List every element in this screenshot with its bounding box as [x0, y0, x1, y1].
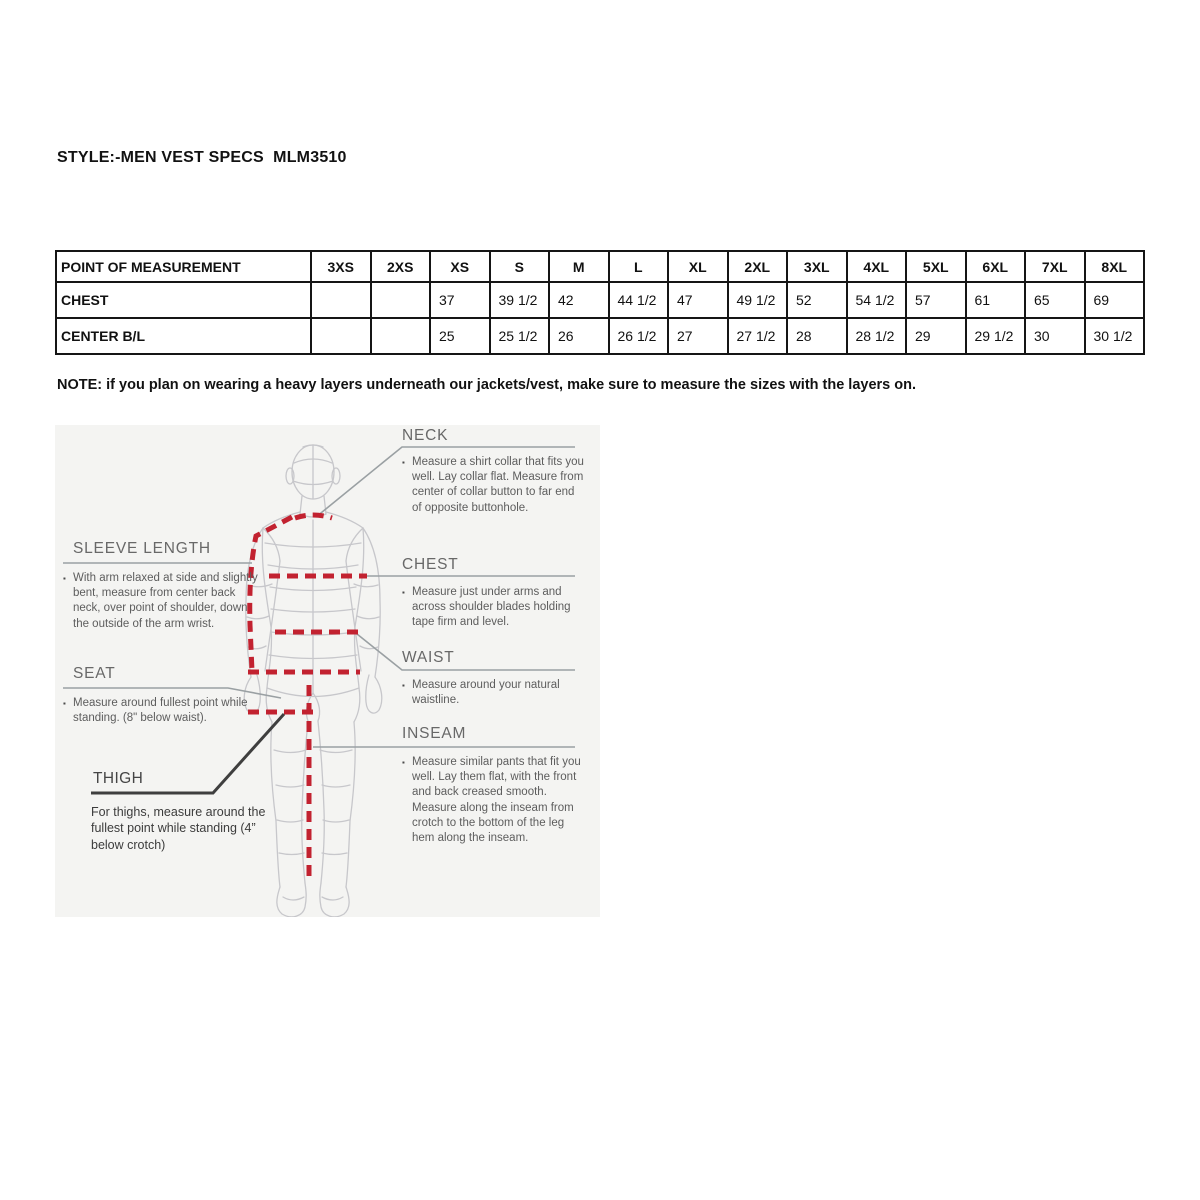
cell: 69 [1085, 282, 1145, 318]
neck-description: ▪ Measure a shirt collar that fits you well. Lay collar flat. Measure from center of collar button to far end of opposite buttonhole. [402, 455, 584, 516]
sleeve-length-description: ▪ With arm relaxed at side and slightly bent, measure from center back neck, over point of shoulder, down the outside of the arm wrist. [63, 571, 259, 632]
waist-description: ▪ Measure around your natural waistline. [402, 678, 578, 708]
cell: 42 [549, 282, 609, 318]
column-header: XS [430, 251, 490, 282]
chest-heading: CHEST [402, 556, 459, 573]
cell: 57 [906, 282, 966, 318]
cell: 61 [966, 282, 1026, 318]
column-header: 7XL [1025, 251, 1085, 282]
note-text: NOTE: if you plan on wearing a heavy layers underneath our jackets/vest, make sure to measure the sizes with the layers on. [57, 377, 917, 393]
waist-heading: WAIST [402, 649, 455, 666]
inseam-heading: INSEAM [402, 725, 467, 742]
column-header: L [609, 251, 669, 282]
seat-description: ▪ Measure around fullest point while standing. (8" below waist). [63, 696, 249, 726]
cell: 29 [906, 318, 966, 354]
cell: 27 [668, 318, 728, 354]
column-header: XL [668, 251, 728, 282]
measurement-guide [55, 425, 600, 917]
cell: 49 1/2 [728, 282, 788, 318]
bullet-icon: ▪ [63, 574, 66, 583]
row-label: CHEST [56, 282, 311, 318]
cell [311, 282, 371, 318]
cell: 44 1/2 [609, 282, 669, 318]
inseam-description: ▪ Measure similar pants that fit you well. Lay them flat, with the front and back creased smooth. Measure along the inseam from crotch to the bottom of the leg hem along the inseam. [402, 755, 588, 846]
cell: 65 [1025, 282, 1085, 318]
column-header: 3XS [311, 251, 371, 282]
cell [311, 318, 371, 354]
table-header-row [56, 251, 1144, 282]
bullet-icon: ▪ [402, 458, 405, 467]
column-header: 6XL [966, 251, 1026, 282]
column-header: 3XL [787, 251, 847, 282]
cell: 29 1/2 [966, 318, 1026, 354]
neck-heading: NECK [402, 427, 449, 444]
column-header: 5XL [906, 251, 966, 282]
cell: 47 [668, 282, 728, 318]
column-header: 2XL [728, 251, 788, 282]
cell: 39 1/2 [490, 282, 550, 318]
thigh-description: For thighs, measure around the fullest point while standing (4” below crotch) [91, 805, 266, 852]
seat-heading: SEAT [73, 665, 116, 682]
cell: 37 [430, 282, 490, 318]
sleeve-length-heading: SLEEVE LENGTH [73, 540, 211, 557]
row-label: CENTER B/L [56, 318, 311, 354]
page-title: STYLE:-MEN VEST SPECS MLM3510 [57, 149, 347, 166]
column-header: S [490, 251, 550, 282]
chest-description: ▪ Measure just under arms and across shoulder blades holding tape firm and level. [402, 585, 584, 631]
bullet-icon: ▪ [402, 758, 405, 767]
column-header: 4XL [847, 251, 907, 282]
cell: 30 1/2 [1085, 318, 1145, 354]
thigh-heading: THIGH [93, 770, 144, 787]
column-header: 2XS [371, 251, 431, 282]
cell [371, 282, 431, 318]
bullet-icon: ▪ [63, 699, 66, 708]
bullet-icon: ▪ [402, 588, 405, 597]
table-row-chest [56, 282, 1144, 318]
cell: 28 [787, 318, 847, 354]
cell: 26 1/2 [609, 318, 669, 354]
table-row-center-bl [56, 318, 1144, 354]
size-chart-table [55, 250, 1145, 355]
cell: 30 [1025, 318, 1085, 354]
cell [371, 318, 431, 354]
bullet-icon: ▪ [402, 681, 405, 690]
column-header: 8XL [1085, 251, 1145, 282]
cell: 25 1/2 [490, 318, 550, 354]
cell: 28 1/2 [847, 318, 907, 354]
cell: 27 1/2 [728, 318, 788, 354]
cell: 52 [787, 282, 847, 318]
cell: 26 [549, 318, 609, 354]
column-header: POINT OF MEASUREMENT [56, 251, 311, 282]
cell: 25 [430, 318, 490, 354]
cell: 54 1/2 [847, 282, 907, 318]
column-header: M [549, 251, 609, 282]
